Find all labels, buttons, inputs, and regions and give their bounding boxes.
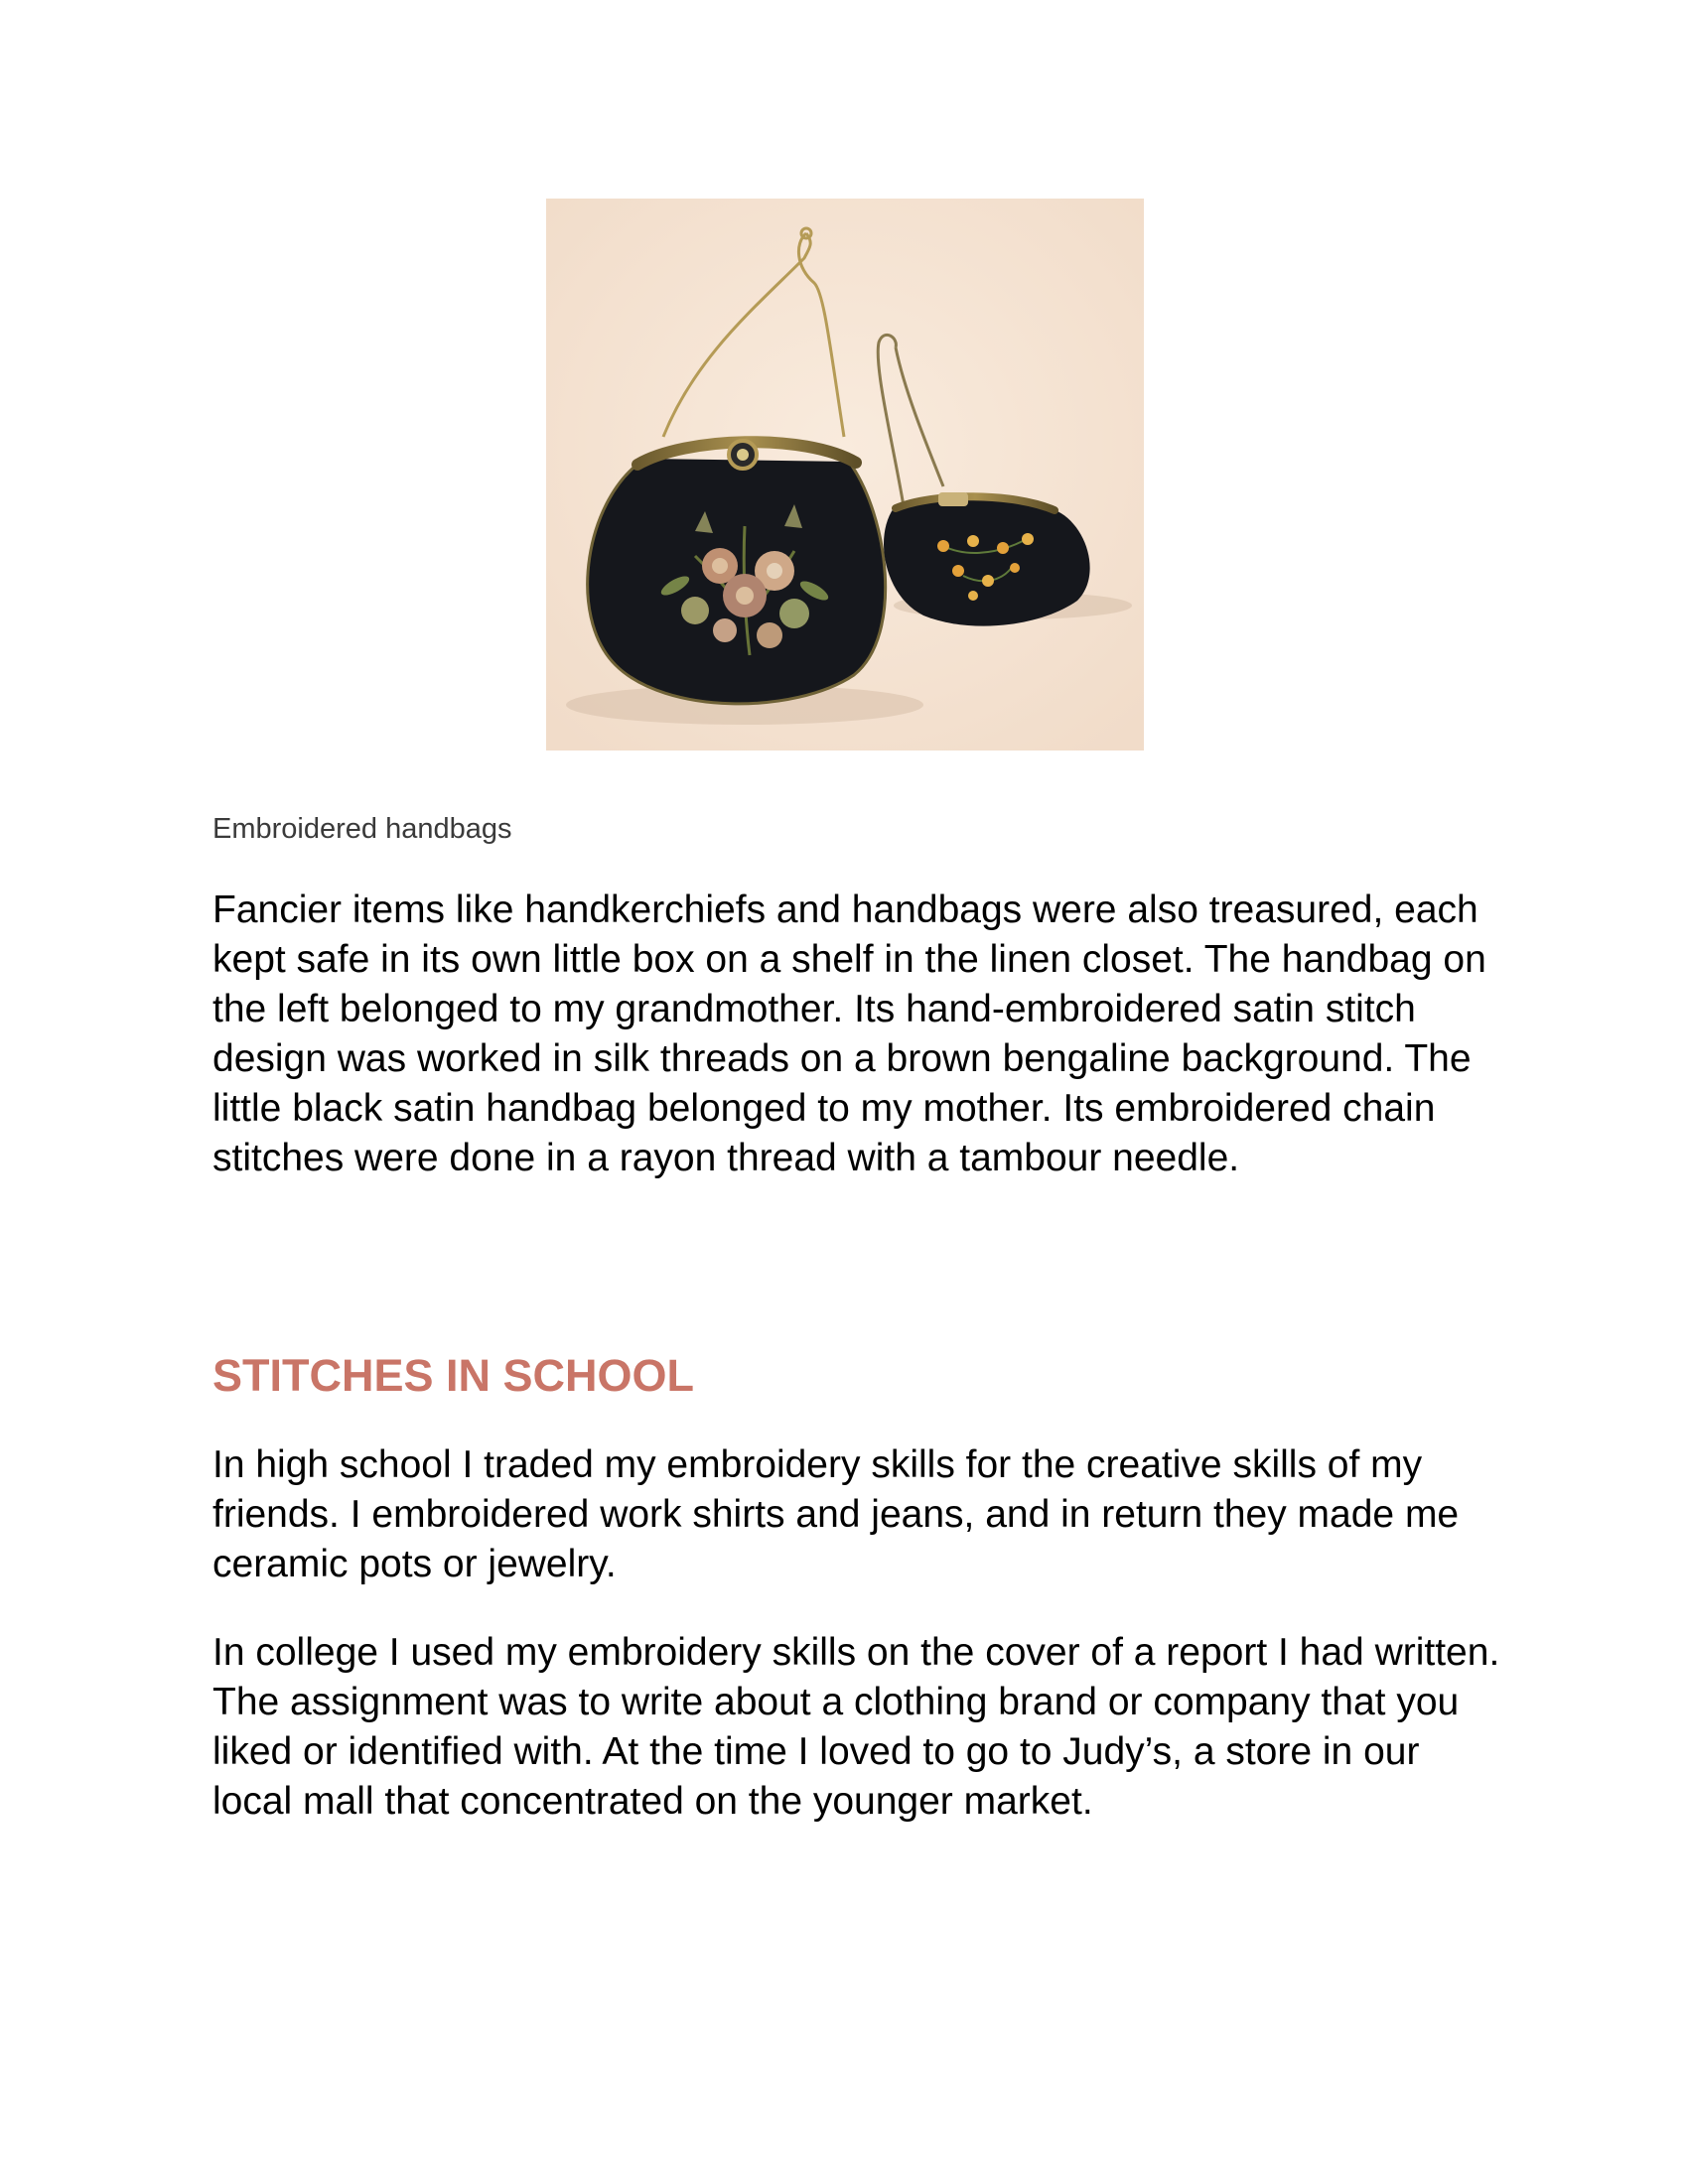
section-heading: STITCHES IN SCHOOL — [212, 1350, 695, 1401]
handbags-photo — [546, 199, 1144, 751]
body-paragraph-handbags: Fancier items like handkerchiefs and handbags were also treasured, each kept safe in its own little box on a shelf in the linen closet. The handbag on the left belonged to my grandmother. Its hand-embroidered satin stitch design was worked in silk threads on a brown bengaline background. The little black satin handbag belonged to my mother. Its embroidered chain stitches were done in a rayon thread with a tambour needle. — [212, 888, 1486, 1179]
figure-caption: Embroidered handbags — [212, 813, 512, 845]
body-paragraph-high-school: In high school I traded my embroidery skills for the creative skills of my friends. I embroidered work shirts and jeans, and in return they made me ceramic pots or jewelry. — [212, 1443, 1460, 1585]
body-paragraph-college: In college I used my embroidery skills on the cover of a report I had written. The assignment was to write about a clothing brand or company that you liked or identified with. At the time I loved to go to Judy’s, a store in our local mall that concentrated on the younger market. — [212, 1631, 1500, 1823]
